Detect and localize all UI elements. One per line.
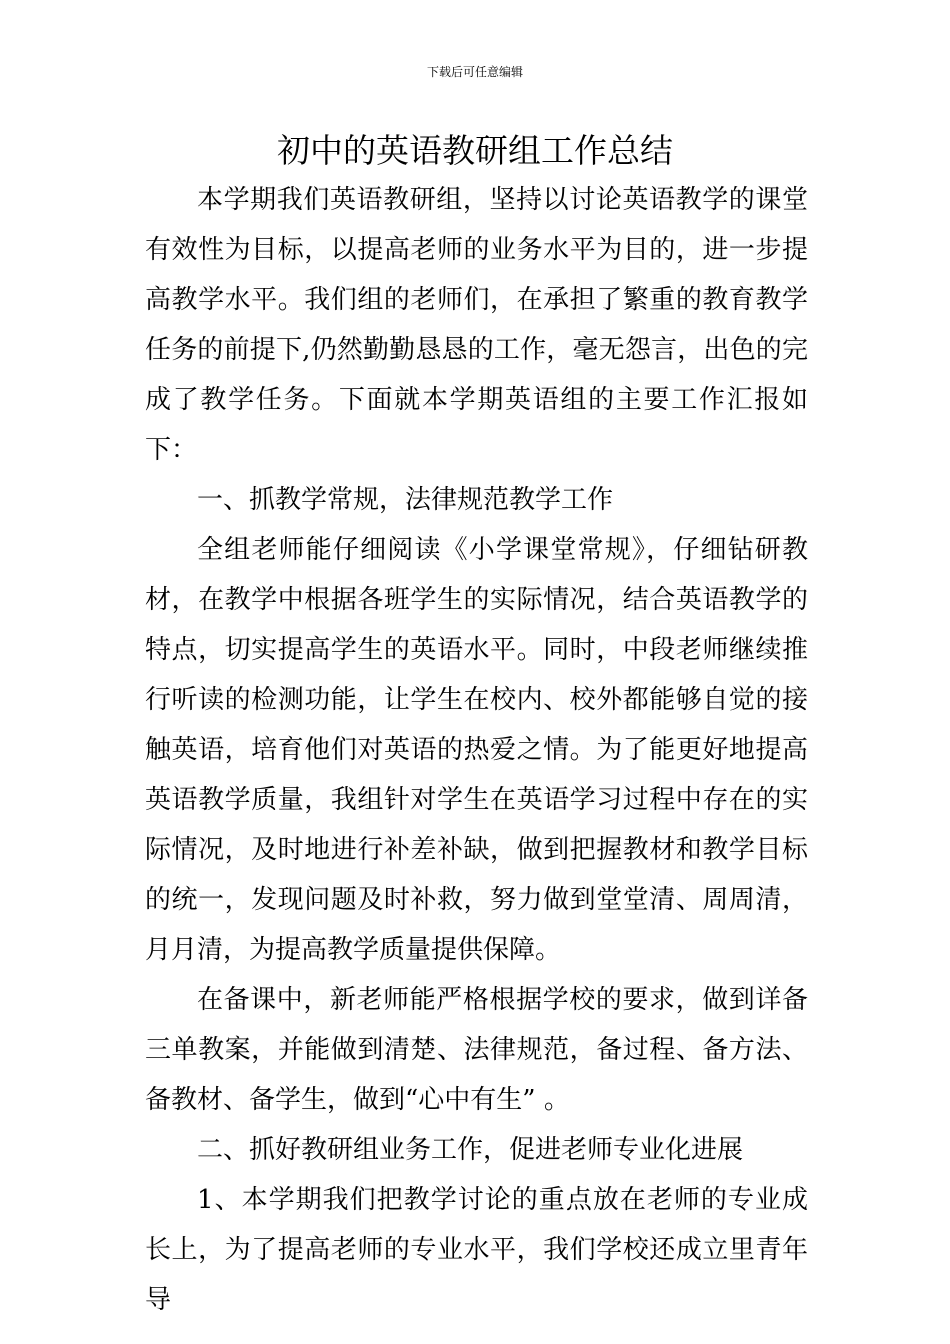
header-note: 下载后可任意编辑: [426, 65, 523, 79]
section-heading-2: 二、抓好教研组业务工作，促进老师专业化进展: [197, 1135, 744, 1165]
section-heading-1: 一、抓教学常规，法律规范教学工作: [197, 485, 614, 515]
document-title: 初中的英语教研组工作总结: [277, 131, 673, 170]
paragraph-professional-growth: 1、本学期我们把教学讨论的重点放在老师的专业成长上，为了提高老师的专业水平，我们学校还成立里青年导: [145, 1185, 808, 1315]
paragraph-lesson-prep: 在备课中，新老师能严格根据学校的要求，做到详备三单教案，并能做到清楚、法律规范，备过程、备方法、备教材、备学生，做到“心中有生” 。: [145, 985, 808, 1115]
paragraph-routine: 全组老师能仔细阅读《小学课堂常规》，仔细钻研教材，在教学中根据各班学生的实际情况，结合英语教学的特点，切实提高学生的英语水平。同时，中段老师继续推行听读的检测功能，让学生在校内、校外都能够自觉的接触英语，培育他们对英语的热爱之情。为了能更好地提高英语教学质量，我组针对学生在英语学习过程中存在的实际情况，及时地进行补差补缺，做到把握教材和教学目标的统一，发现问题及时补救，努力做到堂堂清、周周清，月月清，为提高教学质量提供保障。: [145, 535, 808, 965]
paragraph-intro: 本学期我们英语教研组，坚持以讨论英语教学的课堂有效性为目标，以提高老师的业务水平为目的，进一步提高教学水平。我们组的老师们，在承担了繁重的教育教学任务的前提下,仍然勤勤恳恳的工作，毫无怨言，出色的完成了教学任务。下面就本学期英语组的主要工作汇报如下：: [145, 185, 808, 465]
document-body: [145, 175, 808, 1325]
